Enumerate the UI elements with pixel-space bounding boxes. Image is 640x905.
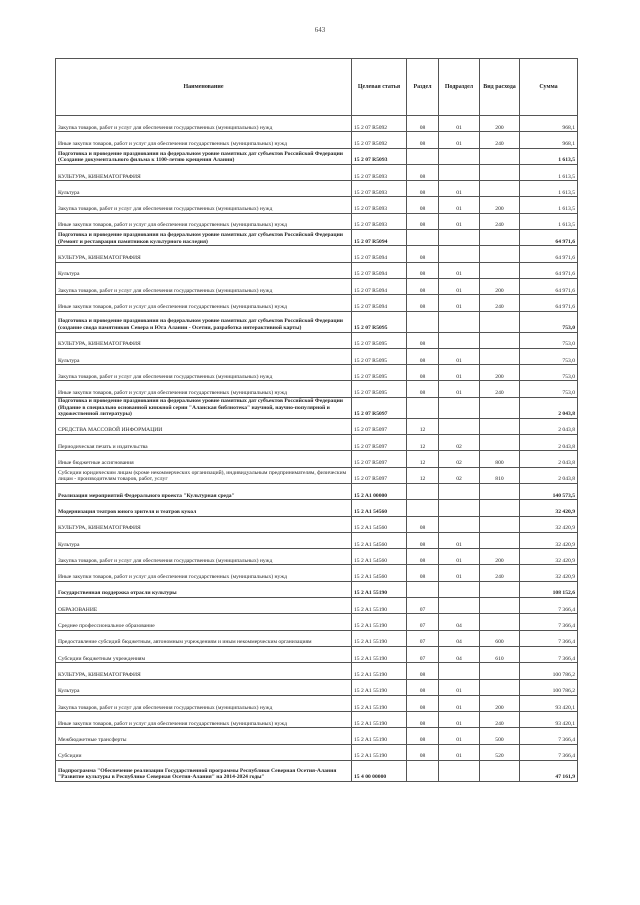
cell-target-article: 15 2 07 R5095 xyxy=(352,348,407,364)
cell-sum: 753,0 xyxy=(520,311,578,332)
table-row xyxy=(56,278,578,294)
cell-target-article: 15 2 07 R5094 xyxy=(352,295,407,311)
table-row xyxy=(56,516,578,532)
cell-section: 08 xyxy=(407,695,439,711)
cell-subsection xyxy=(439,397,480,418)
cell-subsection: 02 xyxy=(439,467,480,483)
cell-section: 08 xyxy=(407,365,439,381)
cell-name: КУЛЬТУРА, КИНЕМАТОГРАФИЯ xyxy=(56,663,352,679)
cell-expense-type xyxy=(480,663,520,679)
cell-expense-type xyxy=(480,332,520,348)
cell-subsection: 01 xyxy=(439,695,480,711)
table-row xyxy=(56,467,578,483)
cell-target-article: 15 2 07 R5095 xyxy=(352,332,407,348)
table-row xyxy=(56,381,578,397)
cell-target-article: 15 2 A1 55190 xyxy=(352,679,407,695)
table-row xyxy=(56,728,578,744)
cell-target-article: 15 2 07 R5094 xyxy=(352,230,407,246)
cell-target-article: 15 2 07 R5094 xyxy=(352,278,407,294)
cell-section: 08 xyxy=(407,246,439,262)
cell-subsection: 01 xyxy=(439,712,480,728)
cell-target-article: 15 2 07 R5092 xyxy=(352,116,407,132)
cell-section: 08 xyxy=(407,181,439,197)
header-target-article: Целевая статья xyxy=(352,59,407,116)
cell-section: 12 xyxy=(407,418,439,434)
cell-subsection: 01 xyxy=(439,213,480,229)
table-row xyxy=(56,418,578,434)
table-row xyxy=(56,295,578,311)
cell-target-article: 15 2 07 R5093 xyxy=(352,213,407,229)
cell-sum: 7 366,4 xyxy=(520,728,578,744)
cell-subsection: 01 xyxy=(439,744,480,760)
cell-subsection xyxy=(439,418,480,434)
cell-name: Реализация мероприятий Федерального проекта "Культурная среда" xyxy=(56,483,352,499)
cell-sum: 64 971,6 xyxy=(520,246,578,262)
cell-section: 08 xyxy=(407,663,439,679)
cell-sum: 753,0 xyxy=(520,348,578,364)
cell-name: Подготовка и проведение празднования на федеральном уровне памятных дат субъектов Российской Федерации (создание свода памятников Севера и Юга Алании - Осетии, разработка интерактивной карты) xyxy=(56,311,352,332)
cell-target-article: 15 2 A1 55190 xyxy=(352,630,407,646)
cell-section: 12 xyxy=(407,467,439,483)
cell-expense-type: 810 xyxy=(480,467,520,483)
table-row xyxy=(56,500,578,516)
cell-name: Среднее профессиональное образование xyxy=(56,614,352,630)
cell-name: Иные закупки товаров, работ и услуг для обеспечения государственных (муниципальных) нужд xyxy=(56,132,352,148)
table-row xyxy=(56,435,578,451)
table-row xyxy=(56,262,578,278)
cell-target-article: 15 2 A1 55190 xyxy=(352,728,407,744)
cell-target-article: 15 2 07 R5097 xyxy=(352,418,407,434)
cell-target-article: 15 2 A1 54560 xyxy=(352,516,407,532)
cell-name: Субсидии бюджетным учреждениям xyxy=(56,646,352,662)
cell-name: Иные бюджетные ассигнования xyxy=(56,451,352,467)
cell-sum: 7 366,4 xyxy=(520,646,578,662)
cell-expense-type: 240 xyxy=(480,213,520,229)
cell-section xyxy=(407,500,439,516)
cell-sum: 2 043,8 xyxy=(520,435,578,451)
cell-name: Иные закупки товаров, работ и услуг для обеспечения государственных (муниципальных) нужд xyxy=(56,213,352,229)
cell-sum: 968,1 xyxy=(520,132,578,148)
cell-target-article: 15 2 07 R5093 xyxy=(352,181,407,197)
table-row xyxy=(56,483,578,499)
cell-expense-type: 610 xyxy=(480,646,520,662)
cell-subsection: 04 xyxy=(439,646,480,662)
cell-expense-type xyxy=(480,348,520,364)
cell-sum: 1 613,5 xyxy=(520,213,578,229)
cell-section: 07 xyxy=(407,614,439,630)
cell-target-article: 15 2 A1 54560 xyxy=(352,549,407,565)
cell-name: КУЛЬТУРА, КИНЕМАТОГРАФИЯ xyxy=(56,516,352,532)
table-row xyxy=(56,365,578,381)
cell-subsection: 01 xyxy=(439,679,480,695)
cell-target-article: 15 2 07 R5095 xyxy=(352,365,407,381)
cell-target-article: 15 2 A1 55190 xyxy=(352,663,407,679)
cell-sum: 64 971,6 xyxy=(520,262,578,278)
cell-sum: 7 366,4 xyxy=(520,744,578,760)
cell-target-article: 15 2 07 R5093 xyxy=(352,148,407,164)
cell-name: ОБРАЗОВАНИЕ xyxy=(56,598,352,614)
cell-section: 08 xyxy=(407,164,439,180)
cell-expense-type xyxy=(480,532,520,548)
cell-target-article: 15 2 07 R5097 xyxy=(352,435,407,451)
cell-sum: 7 366,4 xyxy=(520,614,578,630)
cell-section: 08 xyxy=(407,197,439,213)
cell-expense-type: 600 xyxy=(480,630,520,646)
cell-expense-type xyxy=(480,418,520,434)
cell-expense-type xyxy=(480,230,520,246)
cell-name: Культура xyxy=(56,532,352,548)
table-row xyxy=(56,598,578,614)
cell-subsection xyxy=(439,598,480,614)
cell-expense-type xyxy=(480,397,520,418)
cell-section xyxy=(407,148,439,164)
cell-subsection xyxy=(439,663,480,679)
cell-name: Предоставление субсидий бюджетным, автономным учреждениям и иным некоммерческим организациям xyxy=(56,630,352,646)
cell-subsection xyxy=(439,164,480,180)
cell-section xyxy=(407,581,439,597)
cell-name: Межбюджетные трансферты xyxy=(56,728,352,744)
cell-sum: 2 043,8 xyxy=(520,397,578,418)
cell-subsection xyxy=(439,246,480,262)
cell-subsection xyxy=(439,332,480,348)
cell-target-article: 15 2 07 R5097 xyxy=(352,451,407,467)
table-row xyxy=(56,760,578,781)
cell-name: Культура xyxy=(56,181,352,197)
cell-subsection: 01 xyxy=(439,565,480,581)
cell-subsection xyxy=(439,500,480,516)
cell-target-article: 15 2 07 R5093 xyxy=(352,164,407,180)
cell-expense-type: 500 xyxy=(480,728,520,744)
cell-subsection: 01 xyxy=(439,348,480,364)
cell-sum: 753,0 xyxy=(520,365,578,381)
cell-target-article: 15 2 07 R5094 xyxy=(352,262,407,278)
cell-name: Модернизация театров юного зрителя и театров кукол xyxy=(56,500,352,516)
cell-sum: 64 971,6 xyxy=(520,295,578,311)
header-section: Раздел xyxy=(407,59,439,116)
cell-subsection: 01 xyxy=(439,262,480,278)
cell-section: 07 xyxy=(407,598,439,614)
cell-sum: 32 420,9 xyxy=(520,565,578,581)
table-row xyxy=(56,679,578,695)
cell-subsection: 01 xyxy=(439,278,480,294)
cell-expense-type xyxy=(480,598,520,614)
cell-target-article: 15 2 A1 54560 xyxy=(352,565,407,581)
cell-name: Периодическая печать и издательства xyxy=(56,435,352,451)
table-row xyxy=(56,397,578,418)
cell-expense-type: 240 xyxy=(480,381,520,397)
cell-section: 08 xyxy=(407,132,439,148)
cell-name: Закупка товаров, работ и услуг для обеспечения государственных (муниципальных) нужд xyxy=(56,695,352,711)
cell-expense-type: 240 xyxy=(480,565,520,581)
cell-section: 08 xyxy=(407,348,439,364)
cell-section xyxy=(407,397,439,418)
table-row xyxy=(56,348,578,364)
table-row xyxy=(56,132,578,148)
cell-section: 08 xyxy=(407,332,439,348)
cell-subsection xyxy=(439,483,480,499)
cell-target-article: 15 2 A1 54560 xyxy=(352,532,407,548)
page-number: 643 xyxy=(314,26,326,34)
cell-subsection: 01 xyxy=(439,132,480,148)
cell-expense-type: 200 xyxy=(480,197,520,213)
cell-expense-type xyxy=(480,679,520,695)
cell-expense-type: 200 xyxy=(480,695,520,711)
cell-target-article: 15 2 A1 54560 xyxy=(352,500,407,516)
cell-name: СРЕДСТВА МАССОВОЙ ИНФОРМАЦИИ xyxy=(56,418,352,434)
cell-sum: 32 420,9 xyxy=(520,500,578,516)
cell-expense-type xyxy=(480,760,520,781)
table-row xyxy=(56,614,578,630)
table-row xyxy=(56,451,578,467)
cell-target-article: 15 2 A1 55190 xyxy=(352,744,407,760)
table-row xyxy=(56,213,578,229)
table-row xyxy=(56,246,578,262)
cell-subsection xyxy=(439,516,480,532)
table-row xyxy=(56,565,578,581)
cell-section: 08 xyxy=(407,679,439,695)
cell-sum: 1 613,5 xyxy=(520,164,578,180)
cell-sum: 32 420,9 xyxy=(520,516,578,532)
cell-sum: 140 573,5 xyxy=(520,483,578,499)
cell-expense-type: 200 xyxy=(480,549,520,565)
cell-name: Подпрограмма "Обеспечение реализации Государственной программы Республики Северная Осетия-Алания "Развитие культуры в Республике Северная Осетия-Алания" на 2014-2024 годы" xyxy=(56,760,352,781)
cell-sum: 7 366,4 xyxy=(520,630,578,646)
cell-expense-type xyxy=(480,483,520,499)
cell-sum: 2 043,8 xyxy=(520,467,578,483)
cell-section: 08 xyxy=(407,116,439,132)
cell-sum: 1 613,5 xyxy=(520,197,578,213)
cell-section: 07 xyxy=(407,646,439,662)
cell-subsection xyxy=(439,311,480,332)
header-subsection: Подраздел xyxy=(439,59,480,116)
cell-expense-type: 800 xyxy=(480,451,520,467)
cell-section: 08 xyxy=(407,728,439,744)
cell-sum: 32 420,9 xyxy=(520,549,578,565)
cell-name: Культура xyxy=(56,262,352,278)
table-row xyxy=(56,630,578,646)
cell-section: 08 xyxy=(407,381,439,397)
cell-subsection: 01 xyxy=(439,532,480,548)
cell-subsection: 04 xyxy=(439,630,480,646)
cell-subsection xyxy=(439,230,480,246)
cell-name: КУЛЬТУРА, КИНЕМАТОГРАФИЯ xyxy=(56,332,352,348)
cell-section: 08 xyxy=(407,278,439,294)
cell-target-article: 15 2 07 R5095 xyxy=(352,311,407,332)
table-row xyxy=(56,695,578,711)
cell-section xyxy=(407,483,439,499)
cell-section: 07 xyxy=(407,630,439,646)
cell-section xyxy=(407,760,439,781)
cell-section: 12 xyxy=(407,435,439,451)
table-row xyxy=(56,744,578,760)
cell-subsection: 02 xyxy=(439,451,480,467)
cell-target-article: 15 2 A1 55190 xyxy=(352,598,407,614)
header-sum: Сумма xyxy=(520,59,578,116)
cell-name: Подготовка и проведение празднования на федеральном уровне памятных дат субъектов Российской Федерации (Создание документального фильма к 1100-летию крещения Алании) xyxy=(56,148,352,164)
table-row xyxy=(56,230,578,246)
cell-section xyxy=(407,230,439,246)
cell-expense-type xyxy=(480,614,520,630)
cell-expense-type: 520 xyxy=(480,744,520,760)
cell-expense-type xyxy=(480,581,520,597)
cell-section: 08 xyxy=(407,532,439,548)
cell-expense-type xyxy=(480,500,520,516)
table-row xyxy=(56,532,578,548)
table-row xyxy=(56,181,578,197)
cell-target-article: 15 2 A1 55190 xyxy=(352,646,407,662)
cell-name: Закупка товаров, работ и услуг для обеспечения государственных (муниципальных) нужд xyxy=(56,278,352,294)
cell-expense-type: 200 xyxy=(480,116,520,132)
cell-section: 08 xyxy=(407,516,439,532)
cell-sum: 968,1 xyxy=(520,116,578,132)
cell-subsection xyxy=(439,148,480,164)
cell-subsection: 01 xyxy=(439,728,480,744)
cell-name: Подготовка и проведение празднования на федеральном уровне памятных дат субъектов Российской Федерации (Ремонт и реставрация памятников культурного наследия) xyxy=(56,230,352,246)
cell-subsection xyxy=(439,581,480,597)
table-row xyxy=(56,197,578,213)
cell-sum: 2 043,8 xyxy=(520,418,578,434)
cell-name: Культура xyxy=(56,348,352,364)
cell-target-article: 15 2 07 R5092 xyxy=(352,132,407,148)
cell-section: 08 xyxy=(407,712,439,728)
cell-name: Иные закупки товаров, работ и услуг для обеспечения государственных (муниципальных) нужд xyxy=(56,565,352,581)
table-row xyxy=(56,646,578,662)
cell-subsection: 01 xyxy=(439,549,480,565)
table-row xyxy=(56,311,578,332)
cell-expense-type xyxy=(480,435,520,451)
cell-subsection: 01 xyxy=(439,116,480,132)
table-row xyxy=(56,148,578,164)
cell-sum: 2 043,8 xyxy=(520,451,578,467)
cell-expense-type: 200 xyxy=(480,278,520,294)
cell-expense-type xyxy=(480,246,520,262)
cell-subsection xyxy=(439,760,480,781)
cell-name: Субсидии xyxy=(56,744,352,760)
cell-subsection: 02 xyxy=(439,435,480,451)
cell-expense-type xyxy=(480,181,520,197)
cell-sum: 100 786,2 xyxy=(520,663,578,679)
cell-name: Государственная поддержка отрасли культуры xyxy=(56,581,352,597)
header-expense-type: Вид расхода xyxy=(480,59,520,116)
table-body xyxy=(56,116,578,782)
cell-sum: 93 420,1 xyxy=(520,695,578,711)
cell-target-article: 15 2 A1 00000 xyxy=(352,483,407,499)
cell-name: Подготовка и проведение празднования на федеральном уровне памятных дат субъектов Российской Федерации (Издание в специально основанной книжной серии "Аланская библиотека" научной, научно-популярной и художественной литературы) xyxy=(56,397,352,418)
cell-section xyxy=(407,311,439,332)
cell-sum: 64 971,6 xyxy=(520,230,578,246)
cell-name: Закупка товаров, работ и услуг для обеспечения государственных (муниципальных) нужд xyxy=(56,549,352,565)
cell-target-article: 15 2 07 R5093 xyxy=(352,197,407,213)
cell-sum: 100 786,2 xyxy=(520,679,578,695)
cell-subsection: 01 xyxy=(439,381,480,397)
cell-name: Закупка товаров, работ и услуг для обеспечения государственных (муниципальных) нужд xyxy=(56,365,352,381)
cell-target-article: 15 2 A1 55190 xyxy=(352,581,407,597)
cell-target-article: 15 4 00 00000 xyxy=(352,760,407,781)
cell-expense-type xyxy=(480,311,520,332)
cell-section: 08 xyxy=(407,744,439,760)
cell-expense-type: 200 xyxy=(480,365,520,381)
cell-sum: 64 971,6 xyxy=(520,278,578,294)
cell-sum: 1 613,5 xyxy=(520,181,578,197)
cell-section: 08 xyxy=(407,549,439,565)
cell-name: КУЛЬТУРА, КИНЕМАТОГРАФИЯ xyxy=(56,164,352,180)
cell-section: 08 xyxy=(407,213,439,229)
cell-name: Иные закупки товаров, работ и услуг для обеспечения государственных (муниципальных) нужд xyxy=(56,295,352,311)
table-row xyxy=(56,663,578,679)
table-row xyxy=(56,164,578,180)
cell-expense-type xyxy=(480,148,520,164)
cell-target-article: 15 2 A1 55190 xyxy=(352,712,407,728)
cell-section: 08 xyxy=(407,295,439,311)
cell-subsection: 01 xyxy=(439,181,480,197)
cell-subsection: 01 xyxy=(439,197,480,213)
table-row xyxy=(56,116,578,132)
cell-sum: 753,0 xyxy=(520,332,578,348)
cell-expense-type xyxy=(480,516,520,532)
cell-name: Закупка товаров, работ и услуг для обеспечения государственных (муниципальных) нужд xyxy=(56,116,352,132)
cell-target-article: 15 2 07 R5095 xyxy=(352,381,407,397)
cell-sum: 47 161,9 xyxy=(520,760,578,781)
cell-name: Закупка товаров, работ и услуг для обеспечения государственных (муниципальных) нужд xyxy=(56,197,352,213)
cell-expense-type: 240 xyxy=(480,132,520,148)
table-row xyxy=(56,712,578,728)
cell-sum: 1 613,5 xyxy=(520,148,578,164)
cell-section: 08 xyxy=(407,565,439,581)
cell-expense-type: 240 xyxy=(480,712,520,728)
cell-sum: 753,0 xyxy=(520,381,578,397)
cell-name: Иные закупки товаров, работ и услуг для обеспечения государственных (муниципальных) нужд xyxy=(56,381,352,397)
cell-target-article: 15 2 A1 55190 xyxy=(352,695,407,711)
cell-subsection: 04 xyxy=(439,614,480,630)
cell-section: 08 xyxy=(407,262,439,278)
cell-sum: 7 366,4 xyxy=(520,598,578,614)
cell-target-article: 15 2 07 R5097 xyxy=(352,467,407,483)
cell-target-article: 15 2 A1 55190 xyxy=(352,614,407,630)
table-row xyxy=(56,332,578,348)
header-name: Наименование xyxy=(56,59,352,116)
cell-expense-type xyxy=(480,164,520,180)
budget-table xyxy=(55,58,578,782)
cell-subsection: 01 xyxy=(439,365,480,381)
cell-name: Субсидии юридическим лицам (кроме некоммерческих организаций), индивидуальным предпринимателям, физическим лицам - производителям товаров, работ, услуг xyxy=(56,467,352,483)
cell-name: КУЛЬТУРА, КИНЕМАТОГРАФИЯ xyxy=(56,246,352,262)
table-header-row xyxy=(56,59,578,116)
cell-sum: 32 420,9 xyxy=(520,532,578,548)
cell-target-article: 15 2 07 R5097 xyxy=(352,397,407,418)
table-row xyxy=(56,549,578,565)
cell-subsection: 01 xyxy=(439,295,480,311)
cell-name: Культура xyxy=(56,679,352,695)
cell-sum: 93 420,1 xyxy=(520,712,578,728)
cell-target-article: 15 2 07 R5094 xyxy=(352,246,407,262)
cell-expense-type: 240 xyxy=(480,295,520,311)
cell-name: Иные закупки товаров, работ и услуг для обеспечения государственных (муниципальных) нужд xyxy=(56,712,352,728)
cell-sum: 108 152,6 xyxy=(520,581,578,597)
table-row xyxy=(56,581,578,597)
cell-section: 12 xyxy=(407,451,439,467)
cell-expense-type xyxy=(480,262,520,278)
